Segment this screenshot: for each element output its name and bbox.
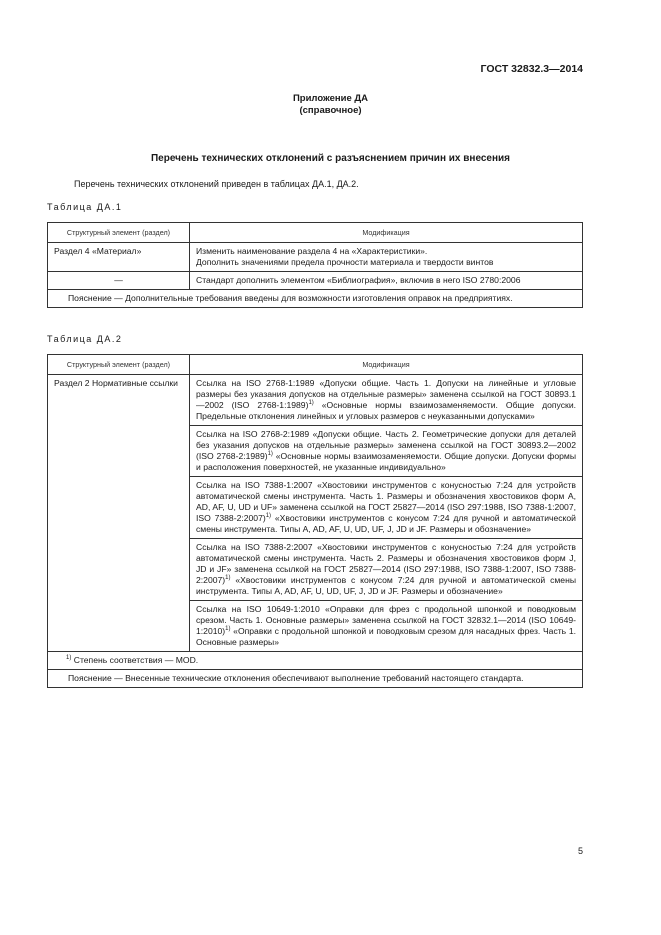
table2-cell-mod: [190, 375, 583, 426]
table2-cell-section: Раздел 2 Нормативные ссылки: [48, 375, 190, 652]
appendix-label: Приложение ДА: [292, 93, 369, 104]
footnote-ref: 1): [225, 575, 231, 582]
mod-text: Ссылка на ISO 2768-2:1989 «Допуски общие. Часть 2. Геометрические допуски для деталей без указания допусков на отдельные размеры» заменена ссылкой на ГОСТ 30893.2—2002 (ISO 2768-2:1989): [196, 429, 576, 461]
section-heading: Перечень технических отклонений с разъяснением причин их внесения: [150, 153, 511, 164]
footnote-ref: 1): [265, 513, 272, 520]
mod-line: Дополнить значениями предела прочности материала и твердости винтов: [196, 257, 494, 267]
table-row: [48, 272, 583, 290]
mod-text: «Основные нормы взаимозаменяемости. Общие допуски. Допуски формы и расположения поверхностей, не указанные индивидуально»: [196, 451, 576, 472]
intro-text: Перечень технических отклонений приведен в таблицах ДА.1, ДА.2.: [74, 179, 359, 189]
table2-note: Пояснение — Внесенные технические отклонения обеспечивают выполнение требований настоящего стандарта.: [48, 670, 583, 688]
mod-text: «Хвостовики инструментов с конусом 7:24 для ручной и автоматической смены инструмента. Типы A, AD, AF, U, UD, UF, J, JD и JF. Размеры и обозначение»: [196, 513, 576, 534]
mod-text: «Оправки с продольной шпонкой и поводковым срезом для насадных фрез. Часть 1. Основные размеры»: [196, 626, 576, 647]
table2-cell-mod: [190, 539, 583, 601]
mod-text: Ссылка на ISO 2768-1:1989 «Допуски общие. Часть 1. Допуски на линейные и угловые размеры без указания допусков на отдельные размеры» заменена ссылкой на ГОСТ 30893.1—2002 (ISO 2768-1:1989): [196, 378, 576, 410]
table2-footnote: [48, 652, 583, 670]
table1-header-mod: Модификация: [190, 223, 583, 243]
table1-header-section: Структурный элемент (раздел): [48, 223, 190, 243]
table1: [47, 222, 583, 308]
table-row: [48, 375, 583, 426]
table1-cell-mod: [190, 243, 583, 272]
table2-cell-mod: [190, 601, 583, 652]
table1-cell-mod: Стандарт дополнить элементом «Библиография», включив в него ISO 2780:2006: [190, 272, 583, 290]
footnote-ref: 1): [308, 400, 314, 407]
mod-text: Ссылка на ISO 10649-1:2010 «Оправки для фрез с продольной шпонкой и поводковым срезом. Часть 1. Основные размеры» заменена ссылкой на ГОСТ 32832.1—2014 (ISO 10649-1:2010): [196, 604, 576, 636]
table1-cell-section: —: [48, 272, 190, 290]
table-row: [48, 670, 583, 688]
table1-cell-section: Раздел 4 «Материал»: [48, 243, 190, 272]
table-row: [48, 652, 583, 670]
page-number: 5: [577, 846, 583, 856]
appendix-subtitle: (справочное): [299, 105, 362, 116]
mod-line: Изменить наименование раздела 4 на «Характеристики».: [196, 246, 428, 256]
footnote-text: Степень соответствия — MOD.: [71, 655, 199, 665]
table2-header-mod: Модификация: [190, 355, 583, 375]
mod-text: Ссылка на ISO 7388-1:2007 «Хвостовики инструментов с конусностью 7:24 для устройств автоматической смены инструмента. Часть 1. Размеры и обозначения хвостовиков форм A, AD, AF, U, UD и UF» заменена ссылкой на ГОСТ 25827—2014 (ISO 297:1988, ISO 7388-1:2007, ISO 7388-2:2007): [196, 480, 576, 523]
footnote-ref: 1): [267, 451, 273, 458]
table2: [47, 354, 583, 688]
footnote-mark: 1): [66, 655, 72, 662]
mod-text: «Хвостовики инструментов с конусом 7:24 для ручной и автоматической смены инструмента. Типы A, AD, AF, U, UD, UF, J, JD и JF. Размеры и обозначение»: [196, 575, 576, 596]
table-row: [48, 290, 583, 308]
table2-header-section: Структурный элемент (раздел): [48, 355, 190, 375]
table1-label: Таблица ДА.1: [47, 202, 123, 212]
table2-cell-mod: [190, 477, 583, 539]
table2-cell-mod: [190, 426, 583, 477]
appendix-title: [0, 93, 661, 117]
mod-text: Ссылка на ISO 7388-2:2007 «Хвостовики инструментов с конусностью 7:24 для устройств автоматической смены инструмента. Часть 2. Размеры и обозначения хвостовиков форм J, JD и JF» заменена ссылкой на ГОСТ 25827—2014 (ISO 297:1988, ISO 7388-1:2007, ISO 7388-2:2007): [196, 542, 576, 585]
document-code: ГОСТ 32832.3—2014: [480, 63, 583, 75]
table-row: [48, 243, 583, 272]
table1-note: Пояснение — Дополнительные требования введены для возможности изготовления оправок на предприятиях.: [48, 290, 583, 308]
table2-label: Таблица ДА.2: [47, 334, 123, 344]
footnote-ref: 1): [225, 626, 231, 633]
mod-text: «Основные нормы взаимозаменяемости. Общие допуски. Предельные отклонения линейных и угловых размеров с неуказанными допусками»: [196, 400, 577, 421]
